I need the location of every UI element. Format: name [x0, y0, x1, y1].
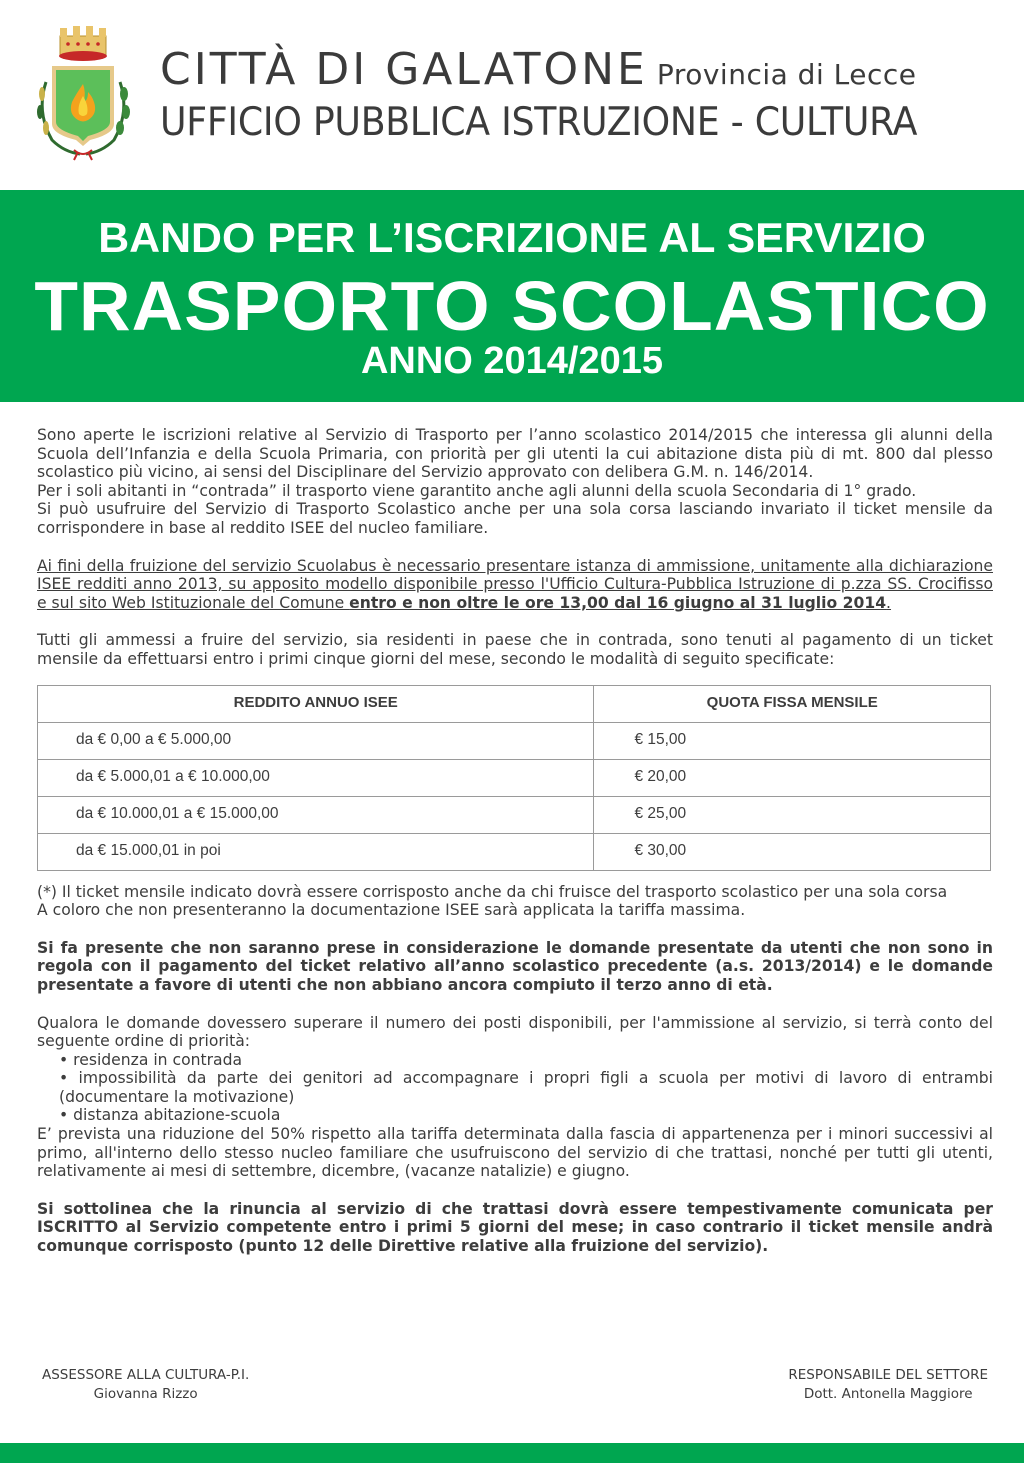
- income-range: da € 10.000,01 a € 15.000,00: [38, 796, 594, 833]
- title-banner: [0, 190, 1024, 402]
- banner-subtitle: BANDO PER L’ISCRIZIONE AL SERVIZIO: [98, 214, 926, 261]
- monthly-fee: € 20,00: [594, 759, 991, 796]
- banner-year: ANNO 2014/2015: [360, 340, 664, 382]
- income-range: da € 5.000,01 a € 10.000,00: [38, 759, 594, 796]
- monthly-fee: € 30,00: [594, 833, 991, 870]
- monthly-fee: € 15,00: [594, 722, 991, 759]
- note-max-fee: A coloro che non presenteranno la documentazione ISEE sarà applicata la tariffa massima.: [37, 901, 746, 920]
- note-single-ride: (*) Il ticket mensile indicato dovrà essere corrisposto anche da chi fruisce del trasporto scolastico per una sola corsa: [37, 882, 948, 901]
- income-range: da € 15.000,01 in poi: [38, 833, 594, 870]
- fee-table-header-income: REDDITO ANNUO ISEE: [38, 685, 594, 722]
- letterhead: [0, 0, 1024, 188]
- monthly-fee: € 25,00: [594, 796, 991, 833]
- application-end: .: [886, 593, 892, 612]
- office-name: UFFICIO PUBBLICA ISTRUZIONE - CULTURA: [160, 100, 918, 145]
- application-text: Ai fini della fruizione del servizio Scuolabus è necessario presentare istanza di ammissione, unitamente alla dichiarazione ISEE redditi anno 2013, su apposito modello disponibile presso l'Ufficio Cultura-Pubblica Istruzione di p.zza SS. Crocifisso e sul sito Web Istituzionale del Comune: [37, 556, 993, 612]
- notice-body: [37, 426, 993, 1256]
- priority-item: • distanza abitazione-scuola: [59, 1106, 281, 1125]
- table-row: [38, 759, 991, 796]
- footer-bar: [0, 1443, 1024, 1463]
- banner-title: TRASPORTO SCOLASTICO: [34, 267, 990, 345]
- signature-name: Dott. Antonella Maggiore: [803, 1386, 973, 1402]
- priority-item: • impossibilità da parte dei genitori ad accompagnare i propri figli a scuola per motivi di lavoro di entrambi (documentare la motivazione): [59, 1069, 993, 1106]
- signature-responsabile: [788, 1366, 988, 1404]
- payment-paragraph: Tutti gli ammessi a fruire del servizio, sia residenti in paese che in contrada, sono tenuti al pagamento di un ticket mensile da effettuarsi entro i primi cinque giorni del mese, secondo le modalità di seguito specificate:: [37, 631, 993, 668]
- city-title: [160, 44, 916, 95]
- application-paragraph: [37, 557, 993, 613]
- intro-contrada: Per i soli abitanti in “contrada” il trasporto viene garantito anche agli alunni della scuola Secondaria di 1° grado.: [37, 481, 917, 500]
- coat-of-arms-icon: [28, 22, 138, 162]
- city-name: CITTÀ DI GALATONE: [160, 44, 648, 95]
- province-name: Provincia di Lecce: [656, 58, 917, 91]
- priority-intro: Qualora le domande dovessero superare il numero dei posti disponibili, per l'ammissione al servizio, si terrà conto del seguente ordine di priorità:: [37, 1013, 993, 1051]
- fee-table: [37, 685, 991, 871]
- warning-paragraph: Si fa presente che non saranno prese in considerazione le domande presentate da utenti che non sono in regola con il pagamento del ticket relativo all’anno scolastico precedente (a.s. 2013/2014) e le domande presentate a favore di utenti che non abbiano ancora compiuto il terzo anno di età.: [37, 938, 993, 994]
- priority-list: [37, 1051, 993, 1125]
- table-row: [38, 722, 991, 759]
- application-deadline: entro e non oltre le ore 13,00 dal 16 giugno al 31 luglio 2014: [349, 593, 887, 612]
- priority-item: • residenza in contrada: [59, 1050, 243, 1069]
- intro-paragraph: Sono aperte le iscrizioni relative al Servizio di Trasporto per l’anno scolastico 2014/2015 che interessa gli alunni della Scuola dell’Infanzia e della Scuola Primaria, con priorità per gli utenti la cui abitazione dista più di mt. 800 dal plesso scolastico più vicino, ai sensi del Disciplinare del Servizio approvato con delibera G.M. n. 146/2014.: [37, 426, 993, 482]
- intro-single-ride: Si può usufruire del Servizio di Trasporto Scolastico anche per una sola corsa lasciando invariato il ticket mensile da corrispondere in base al reddito ISEE del nucleo familiare.: [37, 500, 993, 537]
- table-row: [38, 796, 991, 833]
- signature-name: Giovanna Rizzo: [93, 1386, 198, 1402]
- income-range: da € 0,00 a € 5.000,00: [38, 722, 594, 759]
- signature-title: ASSESSORE ALLA CULTURA-P.I.: [42, 1367, 250, 1383]
- reduction-paragraph: E’ prevista una riduzione del 50% rispetto alla tariffa determinata dalla fascia di appartenenza per i minori successivi al primo, all'interno dello stesso nucleo familiare che usufruiscono del servizio di che trattasi, nonché per tutti gli utenti, relativamente ai mesi di settembre, dicembre, (vacanze natalizie) e giugno.: [37, 1125, 993, 1181]
- renunciation-paragraph: Si sottolinea che la rinuncia al servizio di che trattasi dovrà essere tempestivamente comunicata per ISCRITTO al Servizio competente entro i primi 5 giorni del mese; in caso contrario il ticket mensile andrà comunque corrisposto (punto 12 delle Direttive relative alla fruizione del servizio).: [37, 1199, 993, 1256]
- table-row: [38, 833, 991, 870]
- fee-table-header-fee: QUOTA FISSA MENSILE: [594, 685, 991, 722]
- signature-assessore: [42, 1366, 249, 1404]
- signature-title: RESPONSABILE DEL SETTORE: [788, 1367, 988, 1383]
